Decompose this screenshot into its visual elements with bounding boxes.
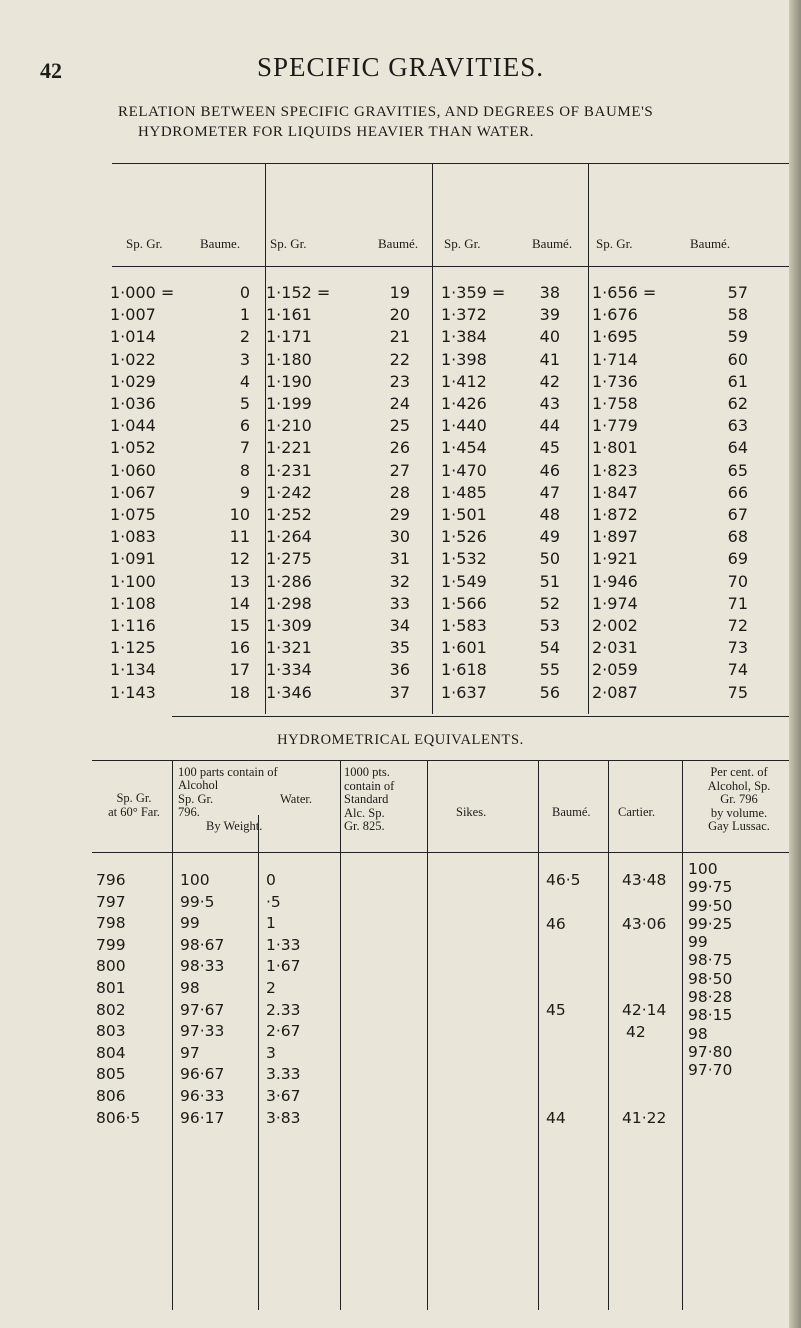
baume-cell: 47 bbox=[539, 482, 560, 502]
alcohol-cell: 97·33 bbox=[180, 1022, 225, 1041]
table1-divider-3 bbox=[588, 164, 589, 714]
water-cell: 0 bbox=[266, 871, 276, 889]
baume-cell: 65 bbox=[727, 460, 748, 480]
percent-cell: 98·75 bbox=[688, 951, 733, 970]
baume-cell: 48 bbox=[539, 505, 560, 525]
percent-cell: 99·25 bbox=[688, 914, 733, 933]
alcohol-cell: 97·67 bbox=[180, 1000, 225, 1019]
baume-cell: 54 bbox=[539, 638, 560, 658]
spgr-cell: 802 bbox=[96, 1000, 126, 1019]
sp-gr-cell: 1·695 bbox=[592, 327, 638, 347]
sp-gr-cell: 1·044 bbox=[110, 416, 156, 436]
table2-divider-2 bbox=[258, 815, 259, 1310]
sp-gr-cell: 1·847 bbox=[592, 482, 638, 502]
sp-gr-cell: 1·440 bbox=[441, 416, 487, 436]
baume-cell: 0 bbox=[239, 283, 250, 302]
t2-col-alcohol bbox=[180, 870, 224, 1129]
baume-cell: 5 bbox=[239, 394, 250, 414]
table1-bottom-rule bbox=[172, 716, 794, 717]
baume-cell: 41 bbox=[539, 349, 560, 369]
baume-cell: 75 bbox=[727, 682, 748, 702]
baume-cell: 17 bbox=[229, 660, 250, 680]
sp-gr-cell: 1·321 bbox=[266, 638, 312, 658]
baume-cell: 11 bbox=[229, 527, 250, 547]
spgr-cell: 797 bbox=[96, 892, 126, 911]
table1-title-line1: RELATION BETWEEN SPECIFIC GRAVITIES, AND DEGREES OF BAUME'S bbox=[118, 104, 654, 120]
sp-gr-cell: 2·087 bbox=[592, 682, 638, 702]
sp-gr-cell: 2·031 bbox=[592, 638, 638, 658]
baume-cell: 52 bbox=[539, 593, 560, 613]
alcohol-cell: 97 bbox=[180, 1043, 200, 1062]
sp-gr-cell: 1·171 bbox=[266, 327, 312, 347]
baume-cell: 61 bbox=[727, 371, 748, 391]
percent-cell: 99·75 bbox=[688, 878, 733, 897]
sp-gr-cell: 1·052 bbox=[110, 438, 156, 458]
t1-h-b-2: Baumé. bbox=[378, 236, 419, 251]
sp-gr-cell: 1·921 bbox=[592, 549, 638, 569]
water-cell: 1 bbox=[266, 914, 276, 933]
baume-cell: 35 bbox=[389, 638, 410, 658]
sp-gr-cell: 1·637 bbox=[441, 682, 487, 702]
percent-cell: 99·50 bbox=[688, 896, 733, 915]
baume-cell: 14 bbox=[229, 593, 250, 613]
t2-h-percent-3: Gr. 796 bbox=[720, 792, 758, 806]
t2-baume-1: 46 bbox=[546, 915, 566, 933]
baume-cell: 56 bbox=[539, 682, 560, 702]
t2-baume-2: 45 bbox=[546, 1001, 566, 1019]
baume-cell: 16 bbox=[229, 638, 250, 658]
baume-cell: 73 bbox=[727, 638, 748, 658]
t2-h-alcohol-3: 796. bbox=[178, 805, 200, 819]
t2-h-spgr-1: Sp. Gr. bbox=[116, 791, 152, 805]
baume-cell: 21 bbox=[389, 327, 410, 347]
t2-h-cartier: Cartier. bbox=[618, 805, 656, 819]
baume-cell: 19 bbox=[389, 283, 410, 302]
t2-h-parts: 100 parts contain of bbox=[178, 765, 278, 779]
t1-h-sp-1: Sp. Gr. bbox=[126, 236, 163, 251]
baume-cell: 36 bbox=[389, 660, 410, 680]
t1-h-sp-2: Sp. Gr. bbox=[270, 236, 307, 251]
baume-cell: 55 bbox=[539, 660, 560, 680]
t2-h-percent-4: by volume. bbox=[710, 805, 768, 820]
t2-baume-3: 44 bbox=[546, 1109, 566, 1127]
baume-cell: 63 bbox=[727, 416, 748, 436]
sp-gr-cell: 2·059 bbox=[592, 660, 638, 680]
sp-gr-cell: 1·485 bbox=[441, 482, 487, 502]
t2-h-percent-2: Alcohol, Sp. bbox=[707, 778, 771, 793]
baume-cell: 70 bbox=[727, 571, 748, 591]
sp-gr-cell: 1·242 bbox=[266, 482, 312, 502]
baume-cell: 33 bbox=[389, 593, 410, 613]
sp-gr-cell: 1·412 bbox=[441, 371, 487, 391]
water-cell: 1·33 bbox=[266, 935, 301, 954]
table1-header-rule bbox=[112, 266, 794, 267]
baume-cell: 8 bbox=[239, 460, 250, 480]
t1-col1-sp bbox=[110, 282, 182, 704]
sp-gr-cell: 1·199 bbox=[266, 394, 312, 414]
sp-gr-cell: 1·384 bbox=[441, 327, 487, 347]
table2-header-rule bbox=[92, 852, 794, 853]
t2-baume-0: 46·5 bbox=[546, 871, 581, 889]
sp-gr-cell: 1·029 bbox=[110, 371, 156, 391]
sp-gr-cell: 1·161 bbox=[266, 305, 312, 325]
baume-cell: 74 bbox=[727, 660, 748, 680]
baume-cell: 67 bbox=[727, 505, 748, 525]
baume-cell: 23 bbox=[389, 371, 410, 391]
baume-cell: 4 bbox=[239, 371, 250, 391]
baume-cell: 12 bbox=[229, 549, 250, 569]
t1-h-sp-4: Sp. Gr. bbox=[596, 236, 633, 251]
percent-cell: 97·70 bbox=[688, 1061, 733, 1080]
t2-h-percent-1: Per cent. of bbox=[710, 765, 768, 779]
percent-cell: 98·50 bbox=[688, 969, 733, 988]
t2-h-thousand-2: contain of bbox=[344, 778, 395, 793]
baume-cell: 3 bbox=[239, 349, 250, 369]
sp-gr-cell: 1·398 bbox=[441, 349, 487, 369]
sp-gr-cell: 1·180 bbox=[266, 349, 312, 369]
t1-col2-sp bbox=[266, 282, 346, 704]
spgr-cell: 806 bbox=[96, 1086, 126, 1105]
table2-divider-6 bbox=[608, 760, 609, 1310]
baume-cell: 50 bbox=[539, 549, 560, 569]
t2-h-spgr-2: at 60° Far. bbox=[108, 804, 160, 819]
baume-cell: 22 bbox=[389, 349, 410, 369]
t2-h-byweight: By Weight. bbox=[206, 819, 263, 833]
sp-gr-cell: 1·501 bbox=[441, 505, 487, 525]
t2-cartier-2: 42·14 bbox=[622, 1001, 667, 1019]
baume-cell: 2 bbox=[239, 327, 250, 347]
sp-gr-cell: 1·656 = bbox=[592, 283, 657, 302]
sp-gr-cell: 1·897 bbox=[592, 527, 638, 547]
sp-gr-cell: 1·532 bbox=[441, 549, 487, 569]
t1-col2-b bbox=[350, 282, 410, 704]
t2-cartier-1: 43·06 bbox=[622, 915, 667, 933]
sp-gr-cell: 1·000 = bbox=[110, 283, 175, 302]
t2-cartier-4: 41·22 bbox=[622, 1109, 667, 1127]
baume-cell: 28 bbox=[389, 482, 410, 502]
baume-cell: 26 bbox=[389, 438, 410, 458]
sp-gr-cell: 1·309 bbox=[266, 616, 312, 636]
t1-col3-sp bbox=[441, 282, 521, 704]
t2-h-alcohol-2: Sp. Gr. bbox=[178, 791, 214, 806]
baume-cell: 59 bbox=[727, 327, 748, 347]
baume-cell: 62 bbox=[727, 394, 748, 414]
baume-cell: 20 bbox=[389, 305, 410, 325]
baume-cell: 29 bbox=[389, 505, 410, 525]
sp-gr-cell: 1·583 bbox=[441, 616, 487, 636]
sp-gr-cell: 1·264 bbox=[266, 527, 312, 547]
baume-cell: 31 bbox=[389, 549, 410, 569]
baume-cell: 15 bbox=[229, 616, 250, 636]
alcohol-cell: 98 bbox=[180, 978, 200, 997]
spgr-cell: 801 bbox=[96, 978, 126, 997]
baume-cell: 10 bbox=[229, 505, 250, 525]
baume-cell: 46 bbox=[539, 460, 560, 480]
baume-cell: 72 bbox=[727, 616, 748, 636]
t2-col-percent bbox=[688, 860, 732, 1080]
table2-top-rule bbox=[92, 760, 794, 761]
sp-gr-cell: 1·067 bbox=[110, 482, 156, 502]
t2-h-thousand-4: Alc. Sp. bbox=[344, 805, 385, 820]
sp-gr-cell: 1·275 bbox=[266, 549, 312, 569]
baume-cell: 49 bbox=[539, 527, 560, 547]
baume-cell: 9 bbox=[239, 482, 250, 502]
baume-cell: 66 bbox=[727, 482, 748, 502]
alcohol-cell: 99·5 bbox=[180, 892, 215, 911]
page-edge-shadow bbox=[789, 0, 801, 1328]
t2-h-thousand bbox=[344, 766, 394, 834]
percent-cell: 99 bbox=[688, 933, 708, 952]
baume-cell: 40 bbox=[539, 327, 560, 347]
percent-cell: 98·28 bbox=[688, 988, 733, 1007]
water-cell: 3 bbox=[266, 1043, 276, 1062]
sp-gr-cell: 1·736 bbox=[592, 371, 638, 391]
sp-gr-cell: 1·454 bbox=[441, 438, 487, 458]
sp-gr-cell: 1·801 bbox=[592, 438, 638, 458]
sp-gr-cell: 1·221 bbox=[266, 438, 312, 458]
baume-cell: 60 bbox=[727, 349, 748, 369]
t1-h-b-4: Baumé. bbox=[690, 236, 731, 251]
percent-cell: 98 bbox=[688, 1024, 708, 1043]
sp-gr-cell: 1·566 bbox=[441, 593, 487, 613]
sp-gr-cell: 1·007 bbox=[110, 305, 156, 325]
baume-cell: 69 bbox=[727, 549, 748, 569]
t2-h-percent-5: Gay Lussac. bbox=[708, 819, 770, 833]
sp-gr-cell: 1·210 bbox=[266, 416, 312, 436]
baume-cell: 44 bbox=[539, 416, 560, 436]
spgr-cell: 799 bbox=[96, 935, 126, 954]
sp-gr-cell: 1·372 bbox=[441, 305, 487, 325]
t1-h-sp-3: Sp. Gr. bbox=[444, 236, 481, 251]
sp-gr-cell: 1·134 bbox=[110, 660, 156, 680]
water-cell: 3·67 bbox=[266, 1086, 301, 1105]
spgr-cell: 805 bbox=[96, 1065, 126, 1084]
t1-col4-b bbox=[690, 282, 748, 704]
alcohol-cell: 96·33 bbox=[180, 1086, 225, 1105]
sp-gr-cell: 1·676 bbox=[592, 305, 638, 325]
sp-gr-cell: 1·125 bbox=[110, 638, 156, 658]
baume-cell: 45 bbox=[539, 438, 560, 458]
water-cell: 2 bbox=[266, 978, 276, 997]
table1-top-rule bbox=[112, 163, 794, 164]
t2-col-water bbox=[266, 870, 301, 1129]
sp-gr-cell: 1·298 bbox=[266, 593, 312, 613]
baume-cell: 53 bbox=[539, 616, 560, 636]
sp-gr-cell: 1·060 bbox=[110, 460, 156, 480]
baume-cell: 38 bbox=[539, 283, 560, 302]
table1-title-line2: HYDROMETER FOR LIQUIDS HEAVIER THAN WATER. bbox=[138, 124, 535, 140]
baume-cell: 64 bbox=[727, 438, 748, 458]
sp-gr-cell: 1·143 bbox=[110, 682, 156, 702]
sp-gr-cell: 1·091 bbox=[110, 549, 156, 569]
baume-cell: 27 bbox=[389, 460, 410, 480]
t1-h-b-1: Baume. bbox=[200, 236, 241, 251]
spgr-cell: 806·5 bbox=[96, 1108, 141, 1127]
sp-gr-cell: 1·116 bbox=[110, 616, 156, 636]
t2-h-alcohol-1: Alcohol bbox=[178, 778, 219, 792]
baume-cell: 32 bbox=[389, 571, 410, 591]
sp-gr-cell: 1·036 bbox=[110, 394, 156, 414]
sp-gr-cell: 2·002 bbox=[592, 616, 638, 636]
t2-h-alcohol bbox=[178, 779, 218, 820]
baume-cell: 25 bbox=[389, 416, 410, 436]
baume-cell: 51 bbox=[539, 571, 560, 591]
alcohol-cell: 98·33 bbox=[180, 957, 225, 976]
sp-gr-cell: 1·108 bbox=[110, 593, 156, 613]
baume-cell: 43 bbox=[539, 394, 560, 414]
baume-cell: 39 bbox=[539, 305, 560, 325]
baume-cell: 13 bbox=[229, 571, 250, 591]
t2-col-spgr bbox=[96, 870, 140, 1129]
alcohol-cell: 96·17 bbox=[180, 1108, 225, 1127]
sp-gr-cell: 1·083 bbox=[110, 527, 156, 547]
sp-gr-cell: 1·075 bbox=[110, 505, 156, 525]
sp-gr-cell: 1·022 bbox=[110, 349, 156, 369]
t2-cartier-0: 43·48 bbox=[622, 871, 667, 889]
baume-cell: 24 bbox=[389, 394, 410, 414]
baume-cell: 68 bbox=[727, 527, 748, 547]
spgr-cell: 800 bbox=[96, 957, 126, 976]
percent-cell: 100 bbox=[688, 860, 718, 878]
table2-divider-4 bbox=[427, 760, 428, 1310]
sp-gr-cell: 1·714 bbox=[592, 349, 638, 369]
alcohol-cell: 99 bbox=[180, 914, 200, 933]
spgr-cell: 803 bbox=[96, 1022, 126, 1041]
t1-col1-b bbox=[200, 282, 250, 704]
sp-gr-cell: 1·286 bbox=[266, 571, 312, 591]
sp-gr-cell: 1·974 bbox=[592, 593, 638, 613]
water-cell: 2.33 bbox=[266, 1000, 301, 1019]
sp-gr-cell: 1·014 bbox=[110, 327, 156, 347]
sp-gr-cell: 1·359 = bbox=[441, 283, 506, 302]
t2-h-sikes: Sikes. bbox=[456, 805, 487, 819]
baume-cell: 7 bbox=[239, 438, 250, 458]
sp-gr-cell: 1·618 bbox=[441, 660, 487, 680]
sp-gr-cell: 1·152 = bbox=[266, 283, 331, 302]
t2-h-thousand-3: Standard bbox=[344, 792, 389, 806]
sp-gr-cell: 1·346 bbox=[266, 682, 312, 702]
spgr-cell: 798 bbox=[96, 914, 126, 933]
alcohol-cell: 96·67 bbox=[180, 1065, 225, 1084]
t1-col3-b bbox=[510, 282, 560, 704]
sp-gr-cell: 1·190 bbox=[266, 371, 312, 391]
water-cell: ·5 bbox=[266, 892, 281, 911]
spgr-cell: 804 bbox=[96, 1043, 126, 1062]
t2-h-thousand-1: 1000 pts. bbox=[344, 765, 390, 779]
running-head: SPECIFIC GRAVITIES. bbox=[256, 52, 545, 82]
percent-cell: 97·80 bbox=[688, 1042, 733, 1061]
table2-divider-1 bbox=[172, 760, 173, 1310]
baume-cell: 58 bbox=[727, 305, 748, 325]
baume-cell: 1 bbox=[239, 305, 250, 325]
baume-cell: 42 bbox=[539, 371, 560, 391]
water-cell: 2·67 bbox=[266, 1022, 301, 1041]
spgr-cell: 796 bbox=[96, 871, 126, 889]
sp-gr-cell: 1·526 bbox=[441, 527, 487, 547]
sp-gr-cell: 1·946 bbox=[592, 571, 638, 591]
water-cell: 3·83 bbox=[266, 1108, 301, 1127]
table1-divider-2 bbox=[432, 164, 433, 714]
t1-h-b-3: Baumé. bbox=[532, 236, 573, 251]
sp-gr-cell: 1·601 bbox=[441, 638, 487, 658]
baume-cell: 30 bbox=[389, 527, 410, 547]
sp-gr-cell: 1·549 bbox=[441, 571, 487, 591]
baume-cell: 6 bbox=[239, 416, 250, 436]
baume-cell: 57 bbox=[727, 283, 748, 302]
page-number: 42 bbox=[40, 58, 62, 83]
t2-h-percent bbox=[684, 766, 794, 834]
sp-gr-cell: 1·779 bbox=[592, 416, 638, 436]
sp-gr-cell: 1·426 bbox=[441, 394, 487, 414]
t2-h-water: Water. bbox=[280, 792, 312, 806]
table2-divider-5 bbox=[538, 760, 539, 1310]
sp-gr-cell: 1·334 bbox=[266, 660, 312, 680]
t2-cartier-3: 42 bbox=[626, 1023, 646, 1041]
alcohol-cell: 100 bbox=[180, 871, 210, 889]
baume-cell: 18 bbox=[229, 682, 250, 702]
sp-gr-cell: 1·470 bbox=[441, 460, 487, 480]
t2-h-thousand-5: Gr. 825. bbox=[344, 819, 385, 833]
baume-cell: 37 bbox=[389, 682, 410, 702]
sp-gr-cell: 1·758 bbox=[592, 394, 638, 414]
percent-cell: 98·15 bbox=[688, 1006, 733, 1025]
sp-gr-cell: 1·872 bbox=[592, 505, 638, 525]
sp-gr-cell: 1·252 bbox=[266, 505, 312, 525]
water-cell: 3.33 bbox=[266, 1065, 301, 1084]
sp-gr-cell: 1·823 bbox=[592, 460, 638, 480]
water-cell: 1·67 bbox=[266, 957, 301, 976]
table2-divider-7 bbox=[682, 760, 683, 1310]
sp-gr-cell: 1·100 bbox=[110, 571, 156, 591]
baume-cell: 71 bbox=[727, 593, 748, 613]
baume-cell: 34 bbox=[389, 616, 410, 636]
table2-divider-3 bbox=[340, 760, 341, 1310]
t2-h-baume: Baumé. bbox=[552, 805, 591, 819]
t1-col4-sp bbox=[592, 282, 672, 704]
alcohol-cell: 98·67 bbox=[180, 935, 225, 954]
sp-gr-cell: 1·231 bbox=[266, 460, 312, 480]
t2-h-spgr bbox=[96, 792, 172, 819]
table2-title: HYDROMETRICAL EQUIVALENTS. bbox=[277, 732, 524, 748]
